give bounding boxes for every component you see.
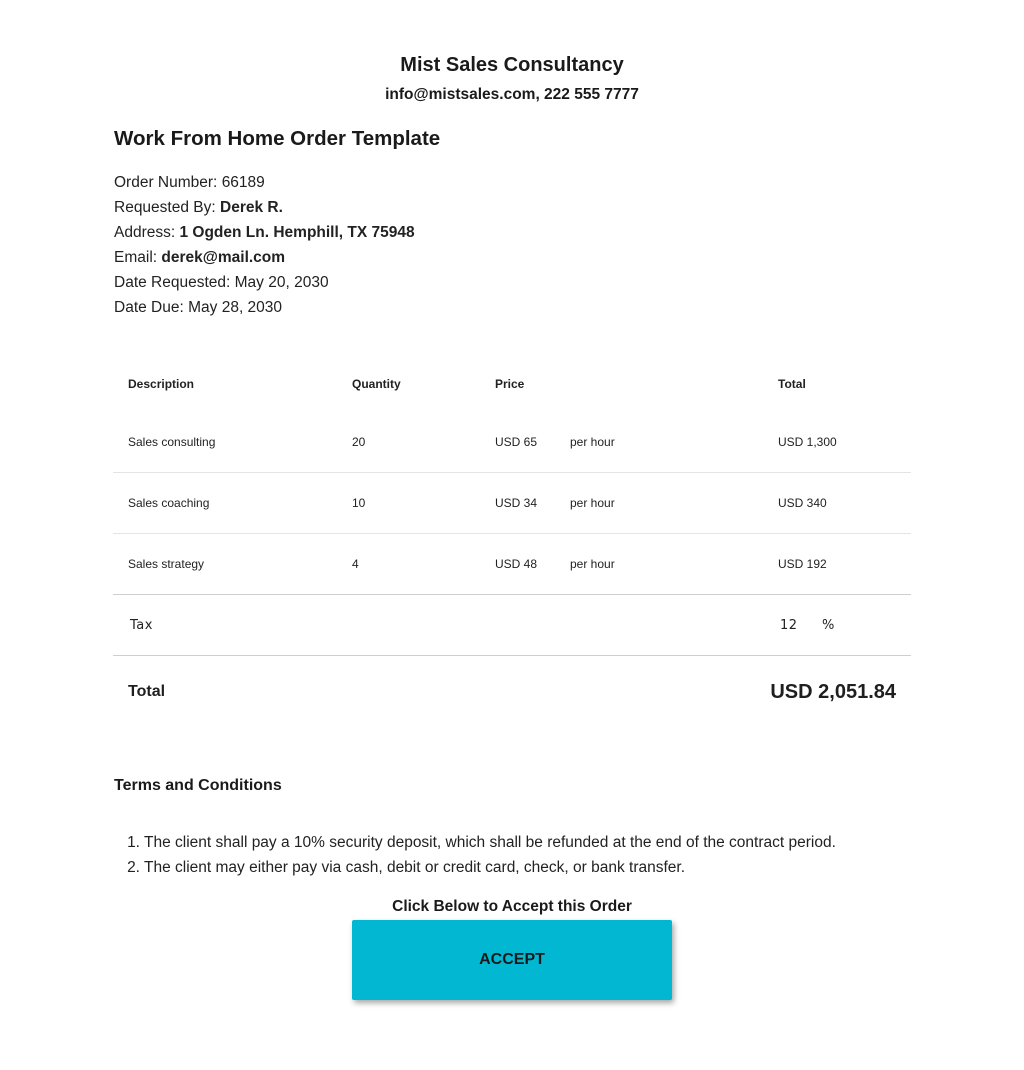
company-name: Mist Sales Consultancy: [400, 54, 624, 76]
order-number-value: 66189: [221, 174, 265, 191]
terms-list: [114, 832, 836, 882]
list-item: [114, 857, 836, 882]
row-total: USD 192: [778, 557, 827, 571]
row-description: Sales coaching: [128, 496, 210, 510]
row-total: USD 340: [778, 496, 827, 510]
table-row: [113, 534, 911, 595]
address-line: [114, 222, 415, 247]
document-title: Work From Home Order Template: [114, 127, 441, 150]
address-value: 1 Ogden Ln. Hemphill, TX 75948: [179, 224, 415, 241]
header-total: Total: [778, 377, 806, 391]
order-number-line: [114, 172, 415, 197]
accept-button[interactable]: ACCEPT: [352, 920, 672, 1000]
address-label: Address:: [114, 224, 176, 241]
table-row: [113, 412, 911, 473]
row-unit: per hour: [570, 496, 615, 510]
header-description: Description: [128, 377, 195, 391]
terms-title: Terms and Conditions: [114, 777, 282, 794]
email-label: Email:: [114, 249, 158, 266]
row-unit: per hour: [570, 435, 615, 449]
row-price: USD 34: [495, 496, 538, 510]
table-row: [113, 473, 911, 534]
date-due-line: [114, 297, 415, 322]
email-value: derek@mail.com: [161, 249, 286, 266]
date-due-value: May 28, 2030: [188, 299, 283, 316]
date-requested-value: May 20, 2030: [234, 274, 329, 291]
tax-unit: %: [822, 617, 835, 633]
tax-row: [113, 595, 911, 656]
list-item: [114, 832, 836, 857]
list-item-number: 2.: [127, 859, 140, 876]
order-number-label: Order Number:: [114, 174, 218, 191]
table-header-row: [113, 356, 911, 412]
row-quantity: 10: [352, 496, 366, 510]
tax-label: Tax: [130, 617, 153, 633]
row-quantity: 4: [352, 557, 359, 571]
order-table: [113, 356, 911, 736]
grand-total-value: USD 2,051.84: [770, 680, 896, 703]
email-line: [114, 247, 415, 272]
requested-by-value: Derek R.: [220, 199, 283, 216]
tax-value: 12: [780, 617, 798, 633]
order-info: [114, 172, 415, 322]
company-contact: info@mistsales.com, 222 555 7777: [385, 86, 639, 103]
row-price: USD 48: [495, 557, 538, 571]
list-item-text: The client shall pay a 10% security deposit, which shall be refunded at the end of the contract period.: [144, 834, 836, 851]
row-price: USD 65: [495, 435, 538, 449]
row-description: Sales strategy: [128, 557, 205, 571]
grand-total-label: Total: [128, 683, 166, 700]
row-quantity: 20: [352, 435, 366, 449]
row-total: USD 1,300: [778, 435, 837, 449]
header-quantity: Quantity: [352, 377, 401, 391]
grand-total-row: [113, 656, 911, 736]
requested-by-label: Requested By:: [114, 199, 216, 216]
list-item-text: The client may either pay via cash, debit or credit card, check, or bank transfer.: [144, 859, 686, 876]
header-price: Price: [495, 377, 525, 391]
accept-caption: Click Below to Accept this Order: [392, 898, 632, 915]
date-requested-line: [114, 272, 415, 297]
row-unit: per hour: [570, 557, 615, 571]
list-item-number: 1.: [127, 834, 140, 851]
date-due-label: Date Due:: [114, 299, 184, 316]
date-requested-label: Date Requested:: [114, 274, 231, 291]
row-description: Sales consulting: [128, 435, 216, 449]
requested-by-line: [114, 197, 415, 222]
